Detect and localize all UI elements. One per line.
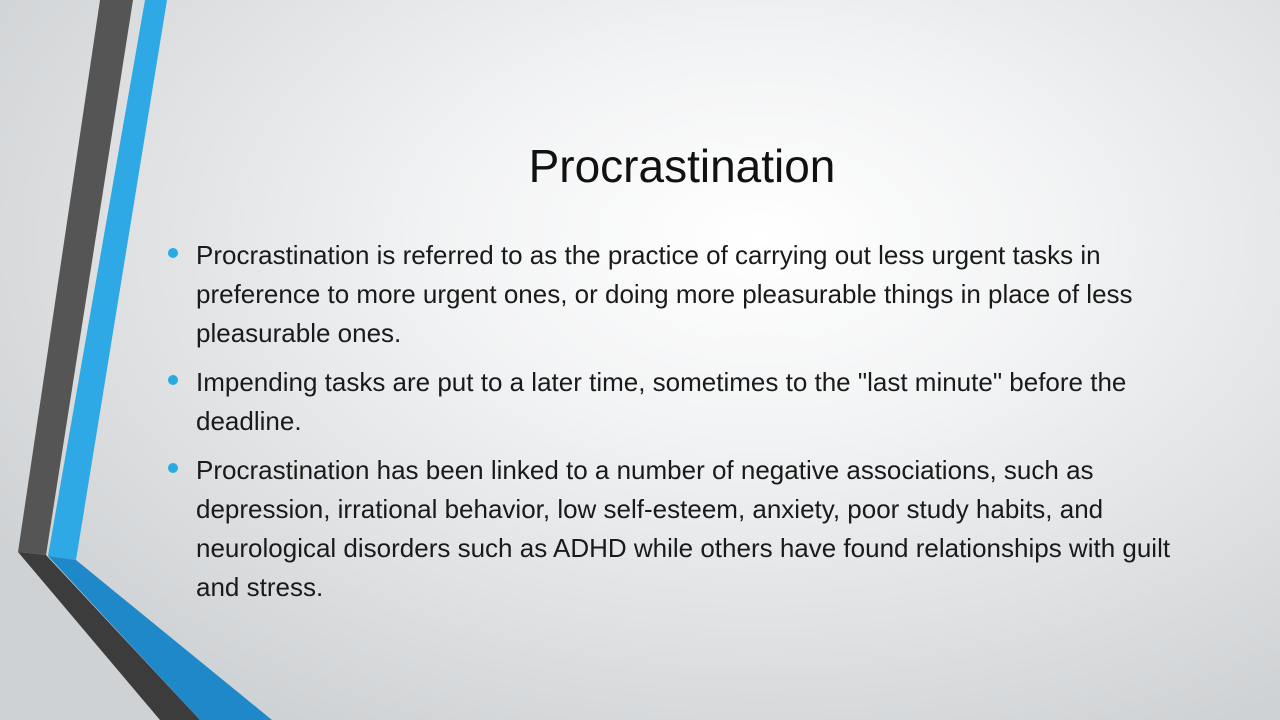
slide-title: Procrastination: [528, 140, 836, 192]
bullet-item: [160, 363, 1220, 441]
bullet-dot-icon: [168, 248, 178, 258]
bullet-item: [160, 451, 1220, 607]
bullet-text: Procrastination has been linked to a number of negative associations, such as depression, irrational behavior, low self-esteem, anxiety, poor study habits, and neurological disorders such as ADHD while others have found relationships with guilt and stress.: [196, 455, 1171, 602]
bullet-list: [160, 236, 1220, 617]
bullet-text: Procrastination is referred to as the practice of carrying out less urgent tasks in preference to more urgent ones, or doing more pleasurable things in place of less pleasurable ones.: [196, 240, 1133, 348]
bullet-text: Impending tasks are put to a later time, sometimes to the "last minute" before the deadline.: [196, 367, 1127, 436]
bullet-dot-icon: [168, 375, 178, 385]
bullet-dot-icon: [168, 463, 178, 473]
bullet-item: [160, 236, 1220, 353]
